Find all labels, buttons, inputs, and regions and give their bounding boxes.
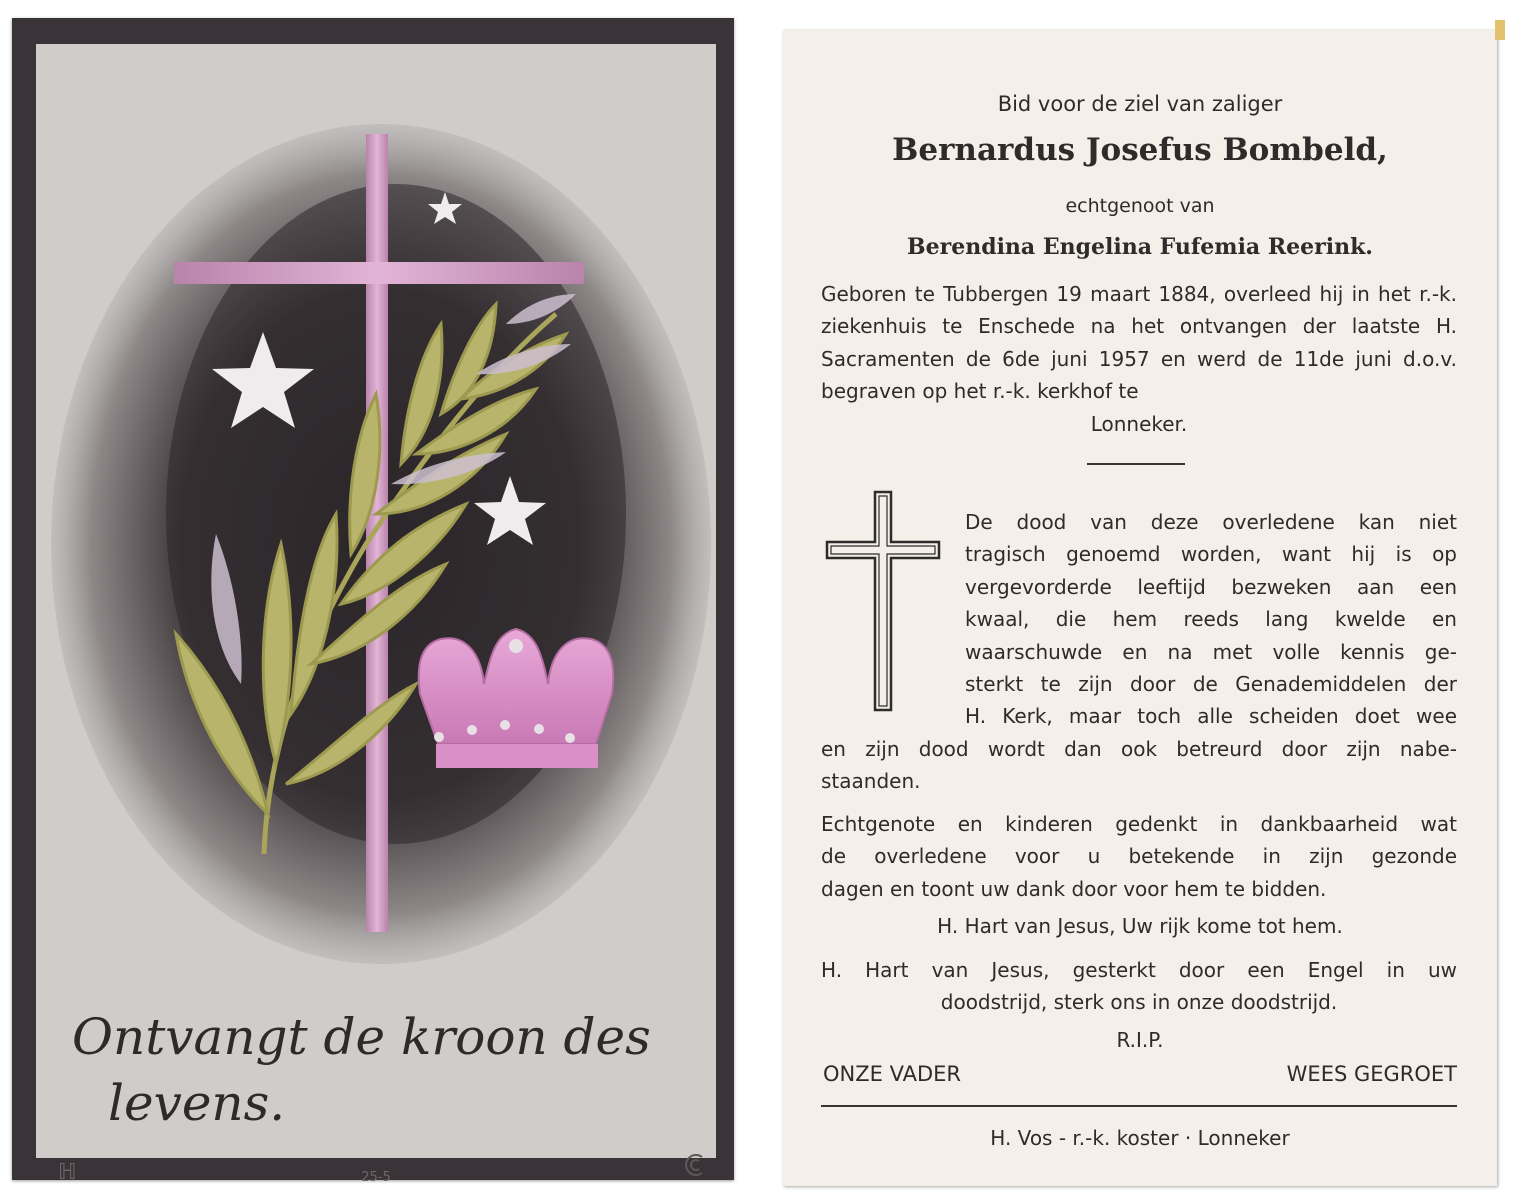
rip-text: R.I.P. — [1116, 1028, 1164, 1052]
biography-paragraph — [821, 278, 1457, 440]
biography-last-line: Lonneker. — [1090, 411, 1188, 436]
crown-icon — [419, 629, 614, 768]
printer-monogram: ℍ — [58, 1160, 77, 1185]
back-card — [783, 30, 1497, 1186]
reflection-line: De dood van deze overledene kan niet — [965, 510, 1457, 534]
reflection-line: waarschuwde en na met volle kennis ge- — [965, 639, 1457, 664]
deceased-name: Bernardus Josefus Bombeld, — [892, 132, 1388, 168]
reflection-line: H. Kerk, maar toch alle scheiden doet wee — [965, 704, 1457, 729]
family-line: de overledene voor u betekende in zijn gezonde — [821, 844, 1457, 869]
our-father-label: ONZE VADER — [823, 1062, 961, 1086]
card-edge-strip — [1495, 20, 1505, 40]
hail-mary-label: WEES GEGROET — [1286, 1062, 1457, 1086]
reflection-paragraph — [821, 506, 1457, 798]
reflection-line: vergevorderde leeftijd bezweken aan een — [965, 574, 1457, 599]
spouse-name: Berendina Engelina Fufemia Reerink. — [907, 234, 1373, 260]
family-line: dagen en toont uw dank door voor hem te bidden. — [821, 876, 1327, 901]
family-line: Echtgenote en kinderen gedenkt in dankbaarheid wat — [821, 812, 1457, 836]
reflection-line: sterkt te zijn door de Genademiddelen der — [965, 672, 1457, 697]
spouse-label: echtgenoot van — [1065, 195, 1215, 217]
motto-line-2: levens. — [108, 1074, 286, 1132]
reflection-line: kwaal, die hem reeds lang kwelde en — [965, 607, 1457, 632]
card-number: 25-5 — [361, 1170, 391, 1185]
biography-text: Geboren te Tubbergen 19 maart 1884, overleed hij in het r.-k. ziekenhuis te Enschede na het ontvangen der laatste H. Sacramenten de 6de juni 1957 en werd de 11de juni d.o.v. begraven op het r.-k. kerkhof te — [821, 282, 1457, 404]
reflection-line: tragisch genoemd worden, want hij is op — [965, 542, 1457, 567]
prayer-agony-line-1: H. Hart van Jesus, gesterkt door een Engel in uw — [821, 958, 1457, 982]
prayer-agony — [821, 954, 1457, 1019]
printer-credit: H. Vos - r.-k. koster · Lonneker — [990, 1126, 1290, 1150]
reflection-line: en zijn dood wordt dan ook betreurd door zijn nabe- — [821, 736, 1457, 761]
motto-line-1: Ontvangt de kroon des — [72, 1008, 651, 1066]
front-card — [12, 18, 734, 1185]
prayer-agony-line-2: doodstrijd, sterk ons in onze doodstrijd. — [940, 990, 1338, 1015]
front-card-artwork-panel — [36, 44, 716, 1185]
prayer-sacred-heart: H. Hart van Jesus, Uw rijk kome tot hem. — [937, 914, 1343, 938]
footer-divider — [821, 1105, 1457, 1107]
reflection-line: staanden. — [821, 769, 921, 794]
section-divider — [1087, 463, 1185, 465]
intro-text: Bid voor de ziel van zaliger — [997, 92, 1283, 116]
motto-text — [72, 1004, 712, 1136]
publisher-mark-icon — [682, 1152, 708, 1178]
memorial-illustration — [36, 44, 716, 1158]
family-paragraph — [821, 808, 1457, 905]
